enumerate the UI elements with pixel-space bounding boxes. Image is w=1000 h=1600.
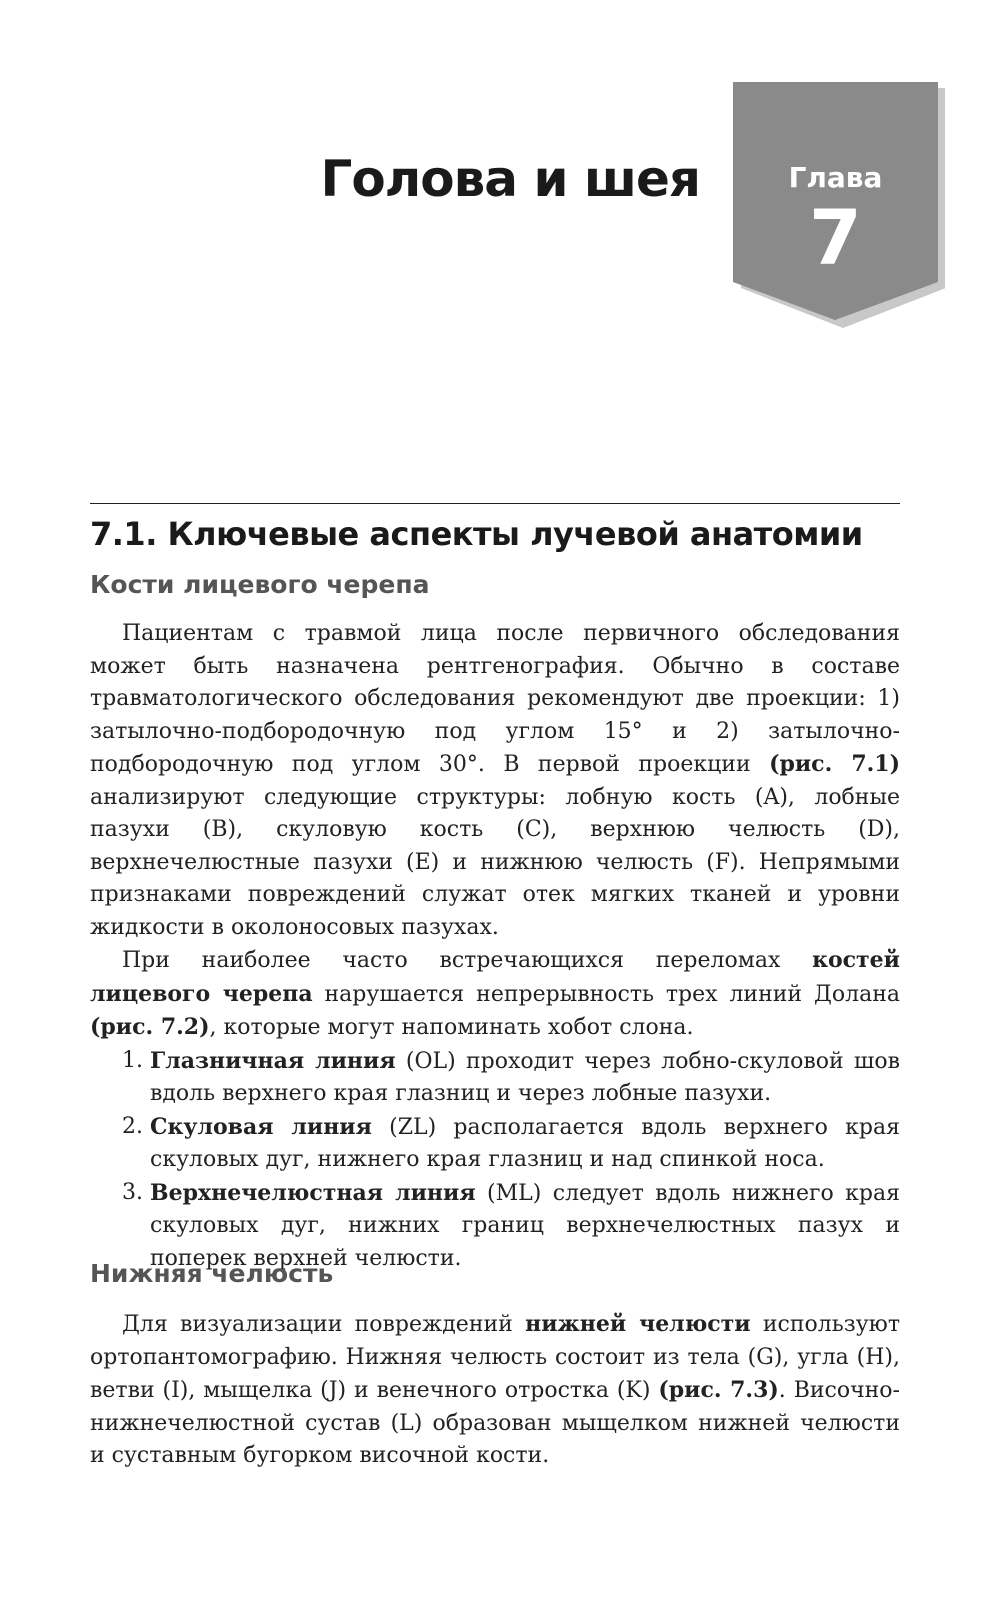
mandible-text xyxy=(90,1308,900,1473)
section-divider xyxy=(90,503,900,504)
chapter-badge xyxy=(733,82,945,338)
paragraph: При наиболее часто встречающихся переломах костей лицевого черепа нарушается непрерывность трех линий Долана (рис. 7.2), которые могут напоминать хобот слона. xyxy=(90,947,900,1040)
section-heading: 7.1. Ключевые аспекты лучевой анатомии xyxy=(90,515,863,553)
chapter-badge-label: Глава xyxy=(788,161,883,194)
chapter-title: Голова и шея xyxy=(320,150,700,208)
chapter-badge-number: 7 xyxy=(809,193,862,282)
figure-ref: (рис. 7.1) xyxy=(769,751,901,777)
term: нижней челюсти xyxy=(525,1311,751,1337)
list-item: 1. Глазничная линия (OL) проходит через лобно-скуловой шов вдоль верхнего края глазниц и через лобные пазухи. xyxy=(122,1047,900,1106)
list-item: 2. Скуловая линия (ZL) располагается вдоль верхнего края скуловых дуг, нижнего края глазниц и над спинкой носа. xyxy=(122,1113,901,1172)
term: Скуловая линия xyxy=(150,1113,372,1140)
term: Верхнечелюстная линия xyxy=(150,1179,476,1206)
term: костей лицевого черепа xyxy=(90,947,900,1007)
list-item: 3. Верхнечелюстная линия (ML) следует вдоль нижнего края скуловых дуг, нижних границ верхнечелюстных пазух и поперек верхней челюсти. xyxy=(122,1179,900,1271)
paragraph: Для визуализации повреждений нижней челюсти используют ортопантомографию. Нижняя челюсть состоит из тела (G), угла (H), ветви (I), мыщелка (J) и венечного отростка (K) (рис. 7.3). Височно-нижнечелюстной сустав (L) образован мыщелком нижней челюсти и суставным бугорком височной кости. xyxy=(90,1311,900,1468)
term: Глазничная линия xyxy=(150,1047,396,1074)
subheading-mandible: Нижняя челюсть xyxy=(90,1259,334,1288)
dolan-lines-list xyxy=(90,1045,900,1276)
figure-ref: (рис. 7.3) xyxy=(658,1377,779,1403)
paragraph: Пациентам с травмой лица после первичного обследования может быть назначена рентгенография. Обычно в составе травматологического обследования рекомендуют две проекции: 1) затылочно-подбородочную под углом 15° и 2) затылочно-подбородочную под углом 30°. В первой проекции (рис. 7.1) анализируют следующие структуры: лобную кость (A), лобные пазухи (B), скуловую кость (C), верхнюю челюсть (D), верхнечелюстные пазухи (E) и нижнюю челюсть (F). Непрямыми признаками повреждений служат отек мягких тканей и уровни жидкости в околоносовых пазухах. xyxy=(90,621,901,940)
facial-bones-text xyxy=(90,618,900,1275)
subheading-facial-bones: Кости лицевого черепа xyxy=(90,570,430,599)
figure-ref: (рис. 7.2) xyxy=(90,1014,210,1040)
